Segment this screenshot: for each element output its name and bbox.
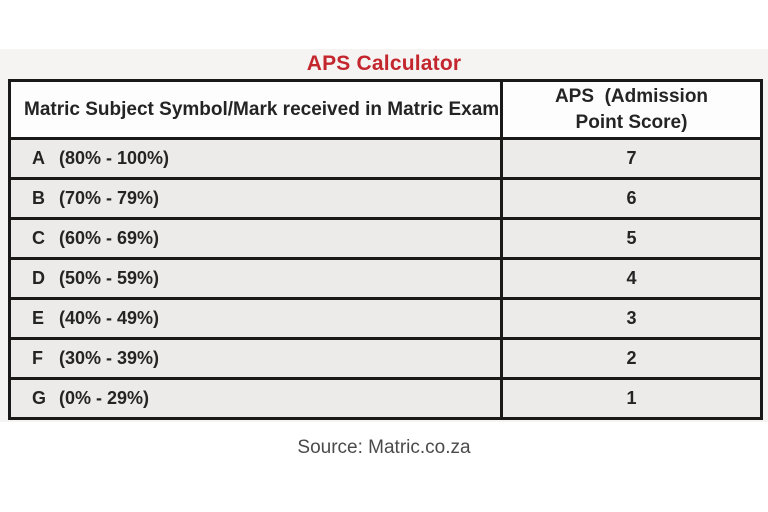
table-row: [10, 179, 762, 219]
header-row: [10, 81, 762, 139]
subject-cell: [10, 219, 502, 259]
subject-cell: [10, 179, 502, 219]
table-row: [10, 379, 762, 419]
subject-cell: [10, 139, 502, 179]
aps-table: [8, 79, 763, 420]
table-row: [10, 339, 762, 379]
aps-cell: 1: [502, 379, 762, 419]
symbol-label: F: [32, 348, 43, 368]
range-label: (40% - 49%): [59, 308, 160, 328]
symbol-label: A: [32, 148, 45, 168]
range-label: (70% - 79%): [59, 188, 160, 208]
aps-cell: 4: [502, 259, 762, 299]
symbol-label: G: [32, 388, 47, 408]
table-row: [10, 219, 762, 259]
aps-cell: 5: [502, 219, 762, 259]
aps-cell: 7: [502, 139, 762, 179]
table-row: [10, 259, 762, 299]
subject-cell: [10, 299, 502, 339]
figure-background: [0, 49, 768, 422]
source-caption: Source: Matric.co.za: [297, 437, 471, 458]
range-label: (80% - 100%): [59, 148, 170, 168]
symbol-label: D: [32, 268, 45, 288]
range-label: (60% - 69%): [59, 228, 160, 248]
aps-table-body: [10, 139, 762, 419]
aps-cell: 6: [502, 179, 762, 219]
table-row: [10, 299, 762, 339]
aps-table-header: [10, 81, 762, 139]
figure-title: APS Calculator: [306, 52, 462, 75]
table-row: [10, 139, 762, 179]
header-aps: APS (Admission Point Score): [502, 81, 762, 139]
subject-cell: [10, 379, 502, 419]
range-label: (0% - 29%): [59, 388, 150, 408]
symbol-label: C: [32, 228, 45, 248]
header-subject: Matric Subject Symbol/Mark received in Matric Exam: [10, 81, 502, 139]
range-label: (30% - 39%): [59, 348, 160, 368]
subject-cell: [10, 339, 502, 379]
aps-cell: 2: [502, 339, 762, 379]
aps-cell: 3: [502, 299, 762, 339]
subject-cell: [10, 259, 502, 299]
symbol-label: E: [32, 308, 45, 328]
range-label: (50% - 59%): [59, 268, 160, 288]
symbol-label: B: [32, 188, 45, 208]
